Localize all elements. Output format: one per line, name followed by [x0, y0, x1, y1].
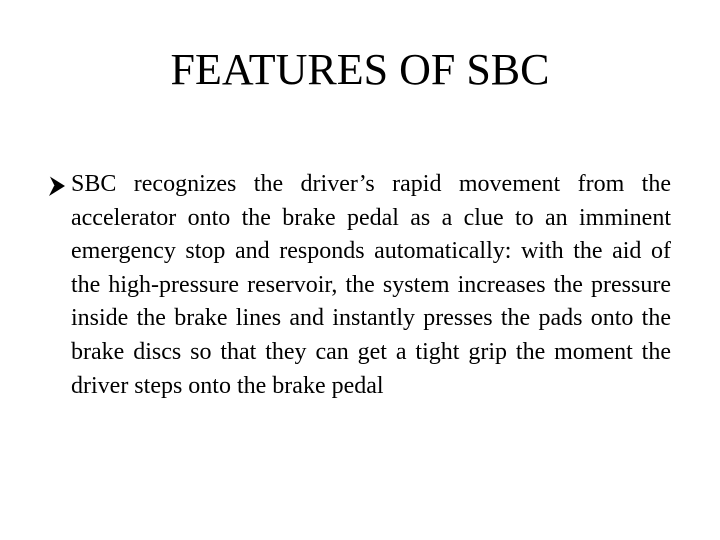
bullet-item — [48, 168, 671, 403]
slide-title: FEATURES OF SBC — [170, 45, 550, 94]
arrowhead-bullet-icon — [48, 175, 66, 197]
bullet-text: SBC recognizes the driver’s rapid movement from the accelerator onto the brake pedal as a clue to an imminent emergency stop and responds automatically: with the aid of the high-pressure reservoir, the system increases the pressure inside the brake lines and instantly presses the pads onto the brake discs so that they can get a tight grip the moment the driver steps onto the brake pedal — [71, 171, 671, 399]
